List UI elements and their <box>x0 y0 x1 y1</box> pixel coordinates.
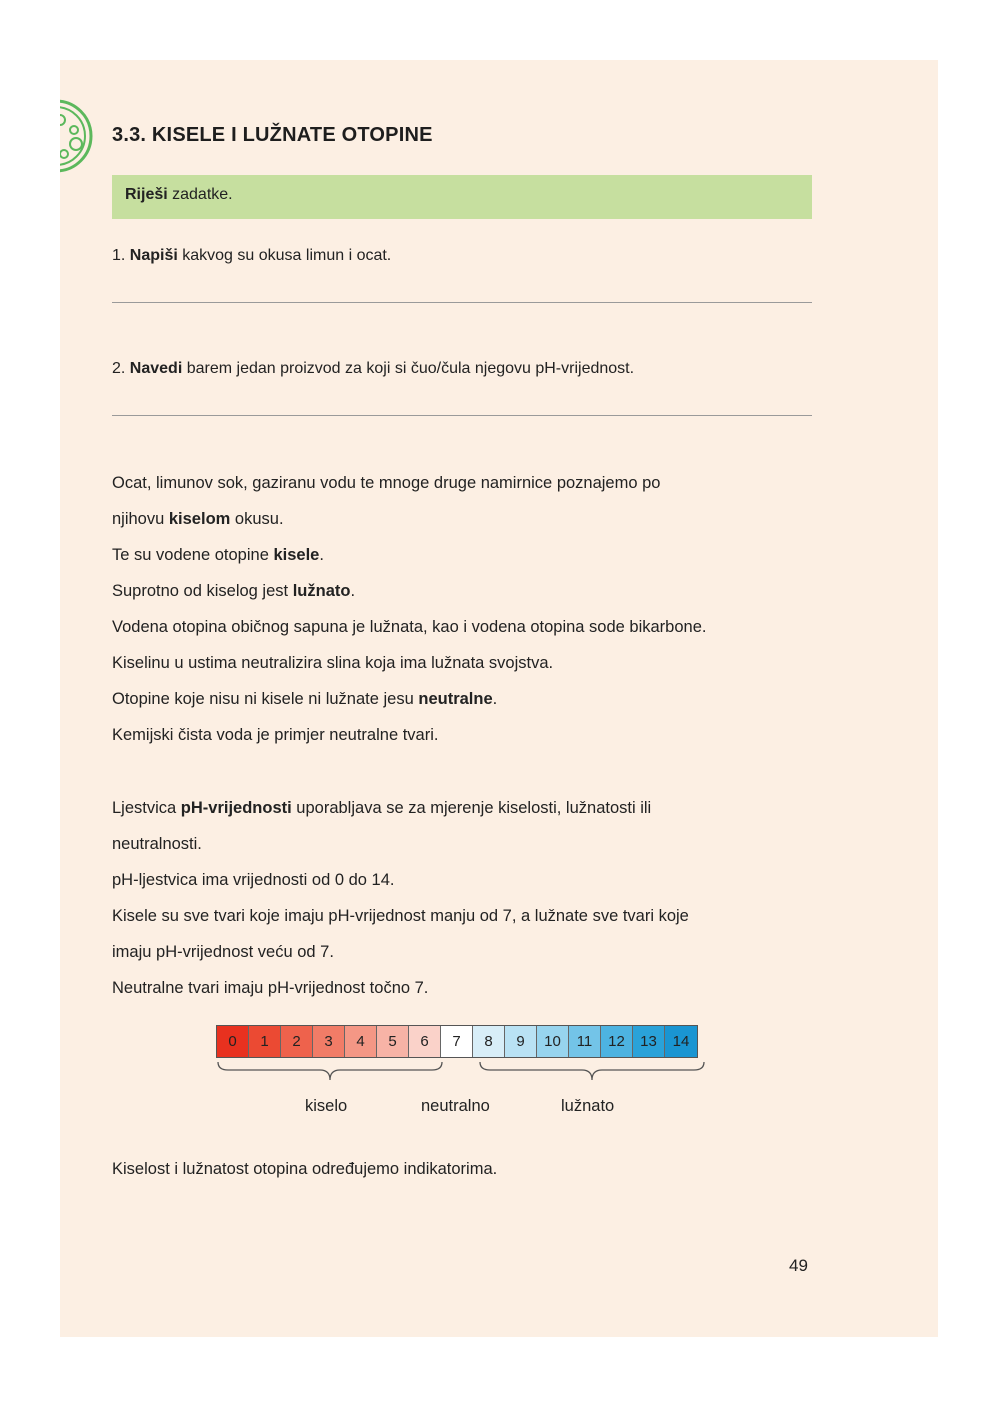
ph-cell-1: 1 <box>249 1026 281 1057</box>
question-1-text: kakvog su okusa limun i ocat. <box>177 247 392 264</box>
paragraph-line: Kemijski čista voda je primjer neutralne tvari. <box>112 726 439 744</box>
paragraph-line: Ljestvica pH-vrijednosti uporabljava se za mjerenje kiselosti, lužnatosti ili <box>112 799 652 817</box>
acid-brace <box>218 1062 442 1080</box>
question-1-number: 1. <box>112 247 130 264</box>
ph-cell-5: 5 <box>377 1026 409 1057</box>
ph-cell-7: 7 <box>441 1026 473 1057</box>
ph-cell-3: 3 <box>313 1026 345 1057</box>
paragraph-line: pH-ljestvica ima vrijednosti od 0 do 14. <box>112 871 395 889</box>
paragraph-acids-bases <box>112 465 832 753</box>
ph-cell-2: 2 <box>281 1026 313 1057</box>
answer-line-1[interactable] <box>112 302 812 303</box>
question-2-number: 2. <box>112 360 130 377</box>
paragraph-line: imaju pH-vrijednost veću od 7. <box>112 943 334 961</box>
answer-line-2[interactable] <box>112 415 812 416</box>
scale-braces <box>216 1060 716 1090</box>
base-brace <box>480 1062 704 1080</box>
question-1-verb: Napiši <box>129 247 178 264</box>
ph-cell-4: 4 <box>345 1026 377 1057</box>
ph-cell-8: 8 <box>473 1026 505 1057</box>
paragraph-line: Otopine koje nisu ni kisele ni lužnate jesu neutralne. <box>112 690 498 708</box>
paragraph-line: Ocat, limunov sok, gaziranu vodu te mnoge druge namirnice poznajemo po <box>112 474 661 492</box>
paragraph-ph-scale <box>112 790 832 1006</box>
ph-scale-bar <box>216 1025 698 1058</box>
ph-cell-13: 13 <box>633 1026 665 1057</box>
task-instruction-rest: zadatke. <box>167 186 233 203</box>
closing-line: Kiselost i lužnatost otopina određujemo indikatorima. <box>112 1160 498 1178</box>
task-instruction-bold: Riješi <box>125 186 168 203</box>
ph-cell-10: 10 <box>537 1026 569 1057</box>
ph-cell-14: 14 <box>665 1026 697 1057</box>
ph-cell-6: 6 <box>409 1026 441 1057</box>
section-title: 3.3. KISELE I LUŽNATE OTOPINE <box>112 124 433 146</box>
paragraph-line: Vodena otopina običnog sapuna je lužnata, kao i vodena otopina sode bikarbone. <box>112 618 707 636</box>
paragraph-line: Kiselinu u ustima neutralizira slina koja ima lužnata svojstva. <box>112 654 554 672</box>
workbook-page <box>60 60 938 1337</box>
page-number: 49 <box>789 1256 808 1275</box>
ph-cell-0: 0 <box>217 1026 249 1057</box>
paragraph-line: Neutralne tvari imaju pH-vrijednost točno 7. <box>112 979 429 997</box>
ph-cell-9: 9 <box>505 1026 537 1057</box>
ph-cell-12: 12 <box>601 1026 633 1057</box>
paragraph-line: neutralnosti. <box>112 835 202 853</box>
green-circles-icon <box>60 98 100 178</box>
paragraph-line: njihovu kiselom okusu. <box>112 510 284 528</box>
label-acidic: kiselo <box>305 1097 348 1115</box>
ph-cell-11: 11 <box>569 1026 601 1057</box>
paragraph-line: Te su vodene otopine kisele. <box>112 546 324 564</box>
question-1 <box>112 247 391 265</box>
label-neutral: neutralno <box>421 1097 490 1115</box>
task-instruction-box <box>112 175 812 219</box>
question-2 <box>112 360 634 378</box>
paragraph-line: Kisele su sve tvari koje imaju pH-vrijednost manju od 7, a lužnate sve tvari koje <box>112 907 689 925</box>
label-alkaline: lužnato <box>561 1097 615 1115</box>
question-2-verb: Navedi <box>129 360 183 377</box>
paragraph-line: Suprotno od kiselog jest lužnato. <box>112 582 356 600</box>
question-2-text: barem jedan proizvod za koji si čuo/čula njegovu pH-vrijednost. <box>182 360 635 377</box>
